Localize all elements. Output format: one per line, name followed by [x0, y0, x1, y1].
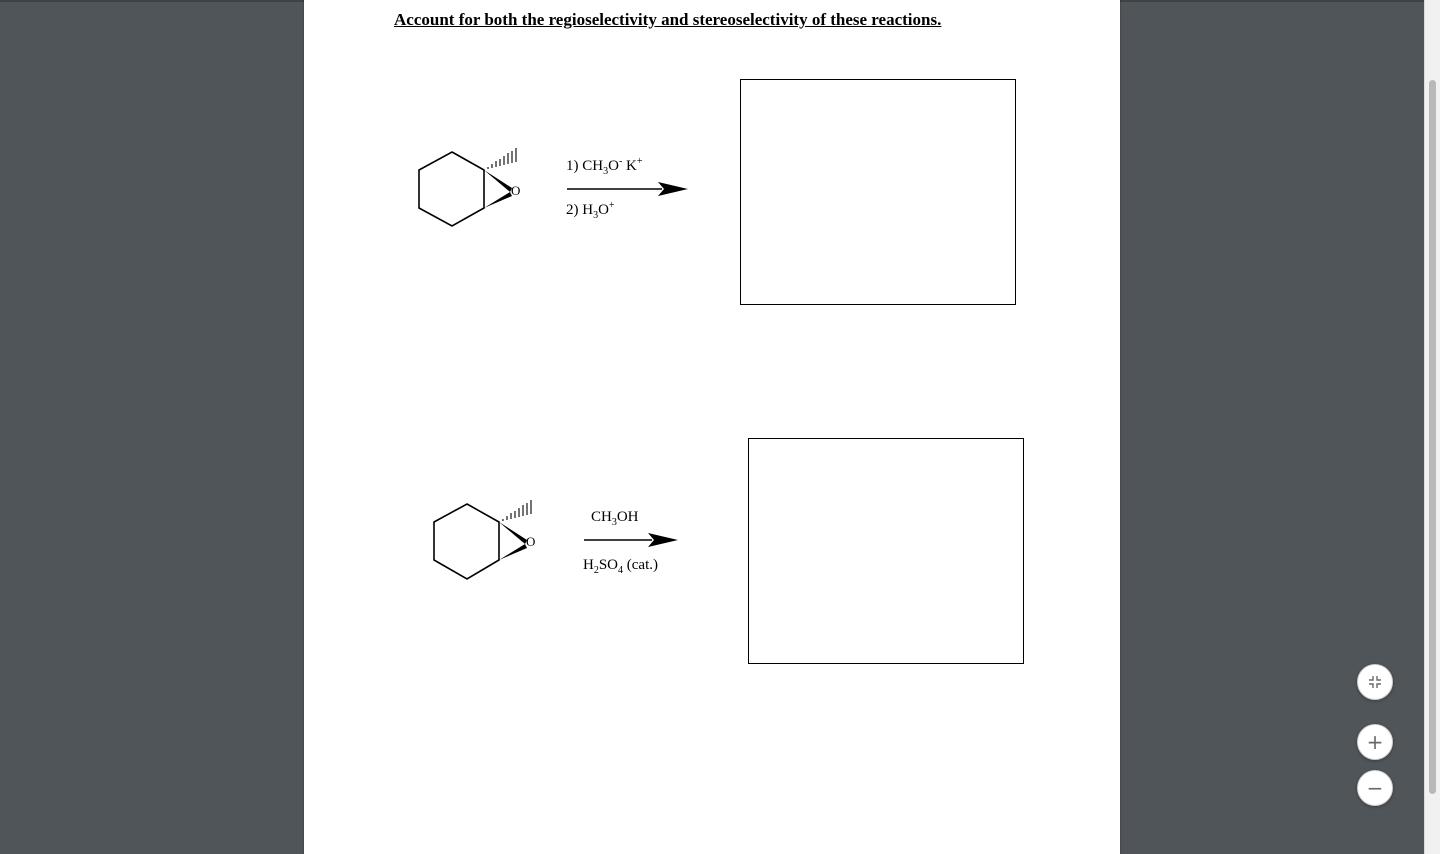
epoxide-wedge-bond-1b: [484, 192, 512, 208]
epoxide-wedge-bond-1: [484, 170, 512, 192]
reagent-step-1: 1) $CH_3O^-$ K+: [566, 156, 643, 177]
fit-page-icon: [1368, 675, 1382, 689]
answer-box-2[interactable]: [748, 438, 1024, 664]
reaction-2-scheme: [420, 490, 700, 590]
fit-page-button[interactable]: [1357, 664, 1393, 700]
reaction-arrow-2-head: [648, 533, 678, 547]
epoxide-wedge-bond-2: [499, 522, 527, 544]
catalyst-sulfuric-acid: $H_2SO_4$ (cat.): [583, 557, 659, 576]
cyclohexane-ring-2: [434, 504, 499, 579]
page-heading: Account for both the regioselectivity and stereoselectivity of these reactions.: [394, 10, 942, 29]
cyclohexane-ring-1: [419, 152, 484, 226]
reaction-1-scheme: [400, 130, 710, 240]
reaction-arrow-1-head: [658, 182, 688, 196]
answer-box-1[interactable]: [740, 79, 1016, 305]
minus-icon: −: [1366, 776, 1384, 800]
reagent-methanol: $CH_3OH$: [591, 509, 639, 528]
plus-icon: +: [1366, 730, 1384, 754]
hashed-methyl-bond-2: [503, 500, 531, 521]
zoom-out-button[interactable]: [1357, 770, 1393, 806]
epoxide-oxygen-label-1: O: [511, 183, 521, 198]
zoom-in-button[interactable]: [1357, 724, 1393, 760]
epoxide-wedge-bond-2b: [499, 544, 527, 560]
epoxide-oxygen-label-2: O: [526, 534, 536, 549]
reagent-step-2: 2) $H_3O^+$: [566, 200, 615, 221]
scrollbar-thumb[interactable]: [1429, 80, 1436, 794]
hashed-methyl-bond-1: [488, 148, 516, 169]
